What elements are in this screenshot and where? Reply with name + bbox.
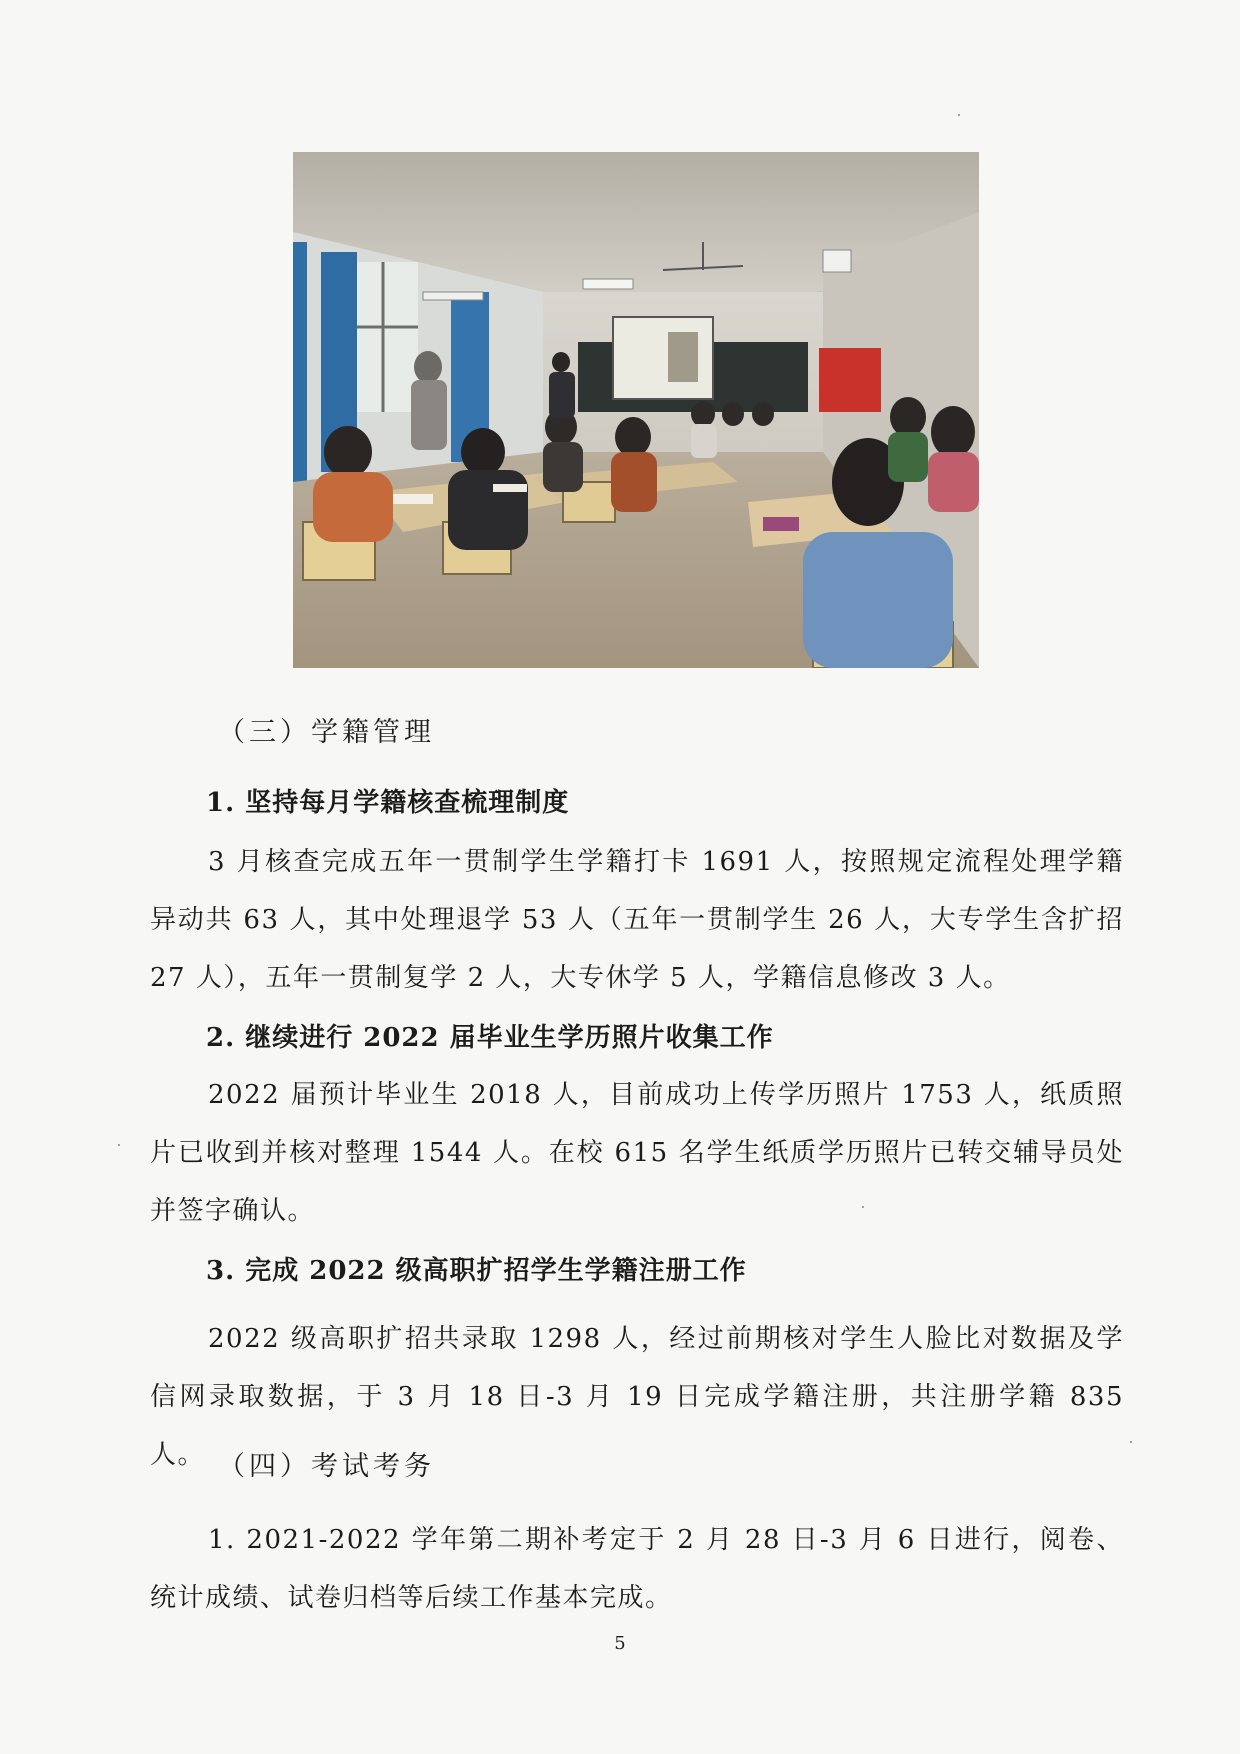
page-number: 5	[614, 1633, 626, 1654]
item-3-paragraph: 2022 级高职扩招共录取 1298 人，经过前期核对学生人脸比对数据及学信网录取数据，于 3 月 18 日-3 月 19 日完成学籍注册，共注册学籍 835 人。	[150, 1324, 1124, 1470]
classroom-photo-drawing	[293, 152, 979, 668]
section-3-heading: （三）学籍管理	[218, 717, 435, 748]
scan-speck	[118, 1144, 120, 1146]
item-2-paragraph: 2022 届预计毕业生 2018 人，目前成功上传学历照片 1753 人，纸质照片已收到并核对整理 1544 人。在校 615 名学生纸质学历照片已转交辅导员处并签字确认。	[150, 1080, 1124, 1226]
item-2-title: 2. 继续进行 2022 届毕业生学历照片收集工作	[206, 1023, 774, 1053]
scan-speck	[958, 114, 960, 116]
classroom-photo	[293, 152, 979, 668]
item-3-title: 3. 完成 2022 级高职扩招学生学籍注册工作	[206, 1256, 747, 1286]
scan-speck	[1130, 1441, 1132, 1443]
item-1-paragraph: 3 月核查完成五年一贯制学生学籍打卡 1691 人，按照规定流程处理学籍异动共 63 人，其中处理退学 53 人（五年一贯制学生 26 人，大专学生含扩招 27 人），五年一贯制复学 2 人，大专休学 5 人，学籍信息修改 3 人。	[150, 847, 1124, 993]
section-4-paragraph: 1. 2021-2022 学年第二期补考定于 2 月 28 日-3 月 6 日进行，阅卷、统计成绩、试卷归档等后续工作基本完成。	[150, 1525, 1124, 1613]
item-1-title: 1. 坚持每月学籍核查梳理制度	[206, 788, 570, 818]
section-4-heading: （四）考试考务	[218, 1451, 435, 1482]
scan-speck	[862, 1206, 864, 1208]
